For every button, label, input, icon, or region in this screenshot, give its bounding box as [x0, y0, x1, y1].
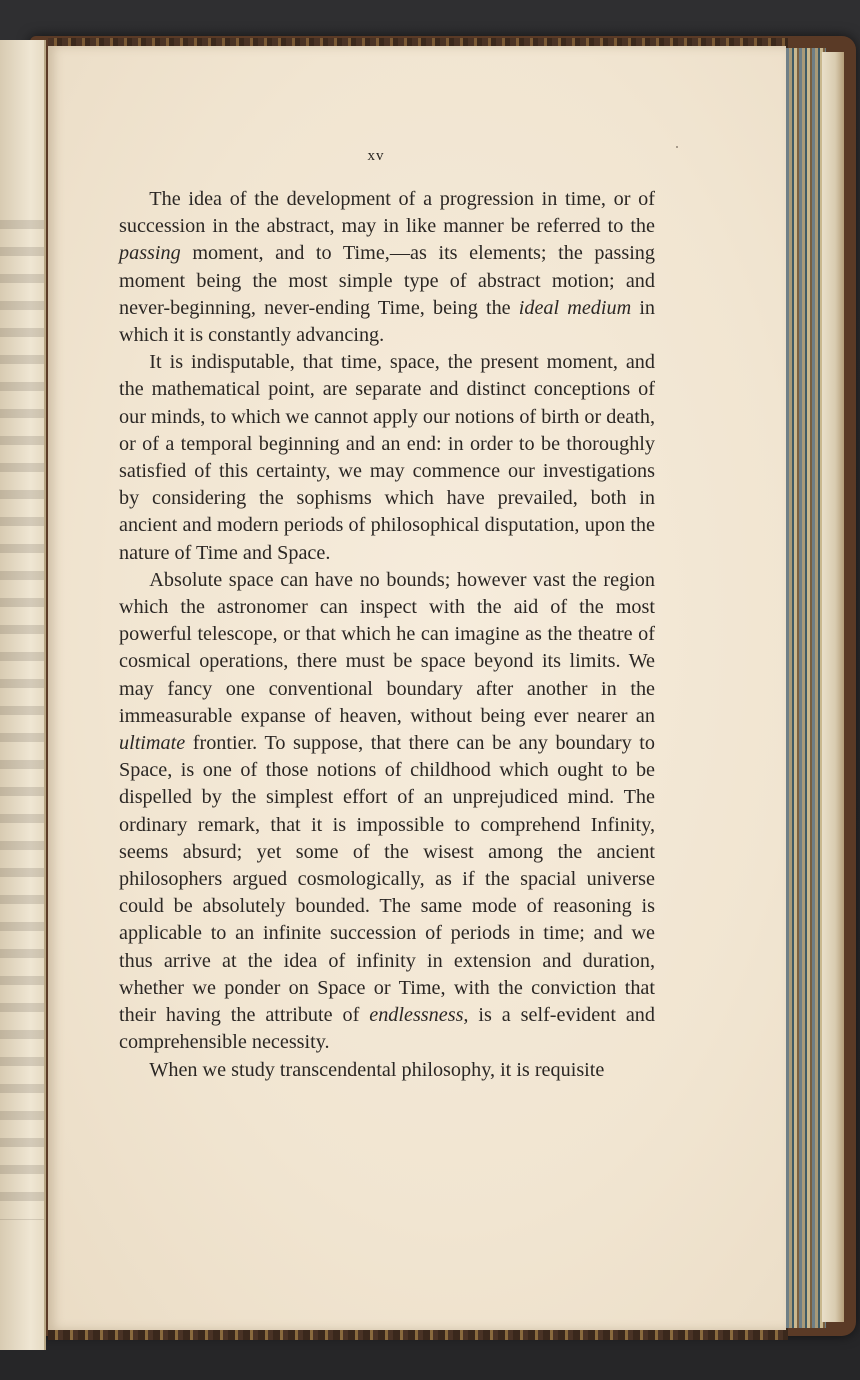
text-run: moment, and to Time,—as its elements; the passing moment being the most simple type of abstract motion; and never-beginning, never-ending Time, being the — [119, 242, 655, 319]
text-run: in which it is constantly advancing. — [119, 296, 656, 347]
body-text — [119, 186, 655, 1084]
paragraph — [119, 349, 655, 567]
paragraph — [119, 186, 655, 349]
text-run: Absolute space can have no bounds; however vast the region which the astronomer can inspect with the aid of the most powerful telescope, or that which he can imagine as the theatre of cosmical operations, there must be space beyond its limits. We may fancy one conventional boundary after another in the immeasurable expanse of heaven, without being ever nearer an — [119, 568, 655, 727]
italic-run: ultimate — [119, 732, 186, 755]
book-page — [48, 46, 786, 1330]
text-run: frontier. To suppose, that there can be any boundary to Space, is one of those notions of childhood which ought to be dispelled by the simplest effort of an unprejudiced mind. The ordinary remark, that it is impossible to comprehend Infinity, seems absurd; yet some of the wisest among the ancient philosophers argued cosmologically, as if the spacial universe could be absolutely bounded. The same mode of reasoning is applicable to an infinite succession of periods in time; and we thus arrive at the idea of infinity in extension and duration, whether we ponder on Space or Time, with the conviction that their having the attribute of — [119, 732, 655, 1027]
page-block-edge — [822, 52, 844, 1322]
text-run: When we study transcendental philosophy, it is requisite — [149, 1058, 605, 1081]
paragraph — [119, 1057, 655, 1084]
facing-page-edge — [0, 40, 46, 1350]
text-run: It is indisputable, that time, space, the present moment, and the mathematical point, are separate and distinct conceptions of our minds, to which we cannot apply our notions of birth or death, or of a temporal beginning and an end: in order to be thoroughly satisfied of this certainty, we may commence our investigations by considering the sophisms which have prevailed, both in ancient and modern periods of philosophical disputation, upon the nature of Time and Space. — [119, 351, 655, 564]
italic-run: ideal medium — [518, 296, 632, 319]
marbled-page-edges — [784, 48, 826, 1328]
text-run: is a self-evident and comprehensible necessity. — [119, 1004, 655, 1054]
italic-run: passing — [119, 242, 181, 265]
page-number: xv — [367, 148, 385, 164]
facing-page-text-shadow — [0, 220, 44, 1220]
italic-run: endlessness, — [369, 1004, 469, 1027]
text-run: The idea of the development of a progression in time, or of succession in the abstract, may in like manner be referred to the — [119, 188, 655, 238]
paragraph — [119, 567, 655, 1057]
